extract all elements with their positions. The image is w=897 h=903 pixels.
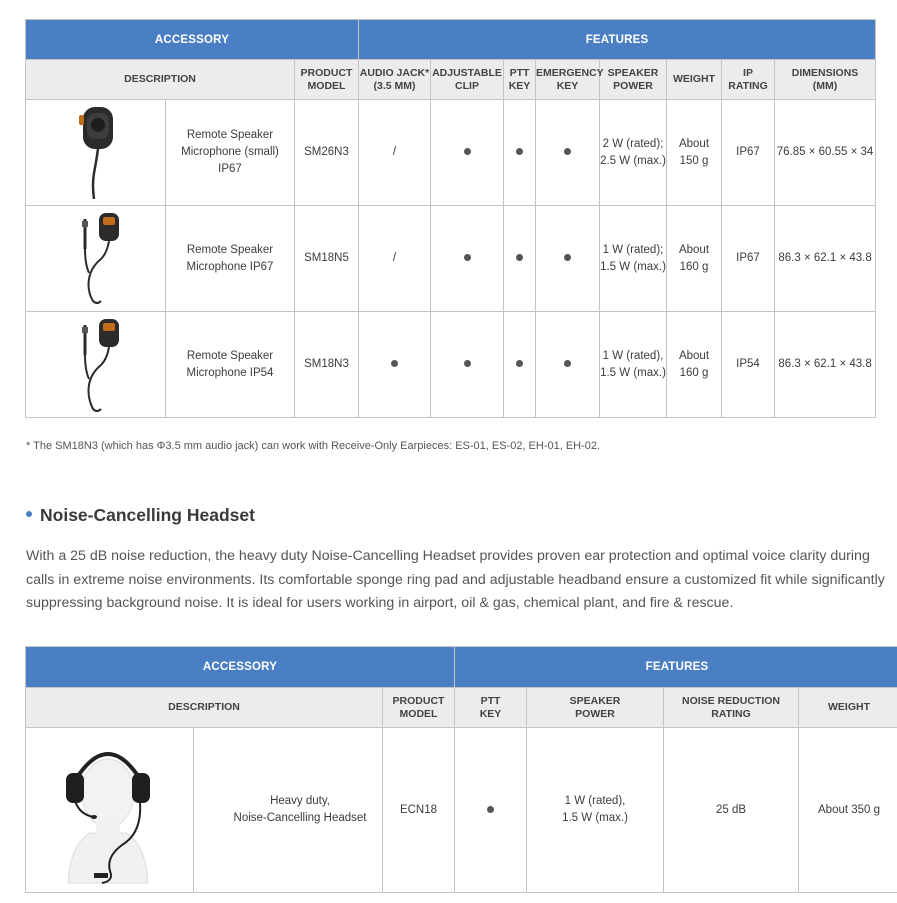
audio-jack-header: AUDIO JACK* (3.5 MM) (359, 60, 431, 100)
ptt-key-cell (504, 206, 536, 312)
description-header: DESCRIPTION (26, 60, 295, 100)
emergency-key-cell (536, 206, 600, 312)
feature-dot-icon (464, 254, 471, 261)
headset-image (50, 733, 170, 888)
model-cell: SM18N5 (295, 206, 359, 312)
ip-rating-header: IP RATING (722, 60, 775, 100)
emergency-key-header: EMERGENCY KEY (536, 60, 600, 100)
feature-dot-icon (516, 148, 523, 155)
description-cell: Heavy duty, Noise-Cancelling Headset (194, 728, 383, 893)
description-cell: Remote Speaker Microphone IP54 (166, 312, 295, 418)
speaker-power-cell: 1 W (rated); 1.5 W (max.) (600, 206, 667, 312)
table-row (26, 206, 876, 312)
speaker-microphone-image (61, 209, 131, 309)
section-title (26, 505, 255, 526)
speaker-microphone-image (61, 315, 131, 415)
speaker-power-cell: 1 W (rated), 1.5 W (max.) (600, 312, 667, 418)
feature-dot-icon (516, 254, 523, 261)
feature-dot-icon (464, 148, 471, 155)
speaker-power-cell: 2 W (rated); 2.5 W (max.) (600, 100, 667, 206)
accessory-group-header: ACCESSORY (26, 647, 455, 688)
model-cell: SM18N3 (295, 312, 359, 418)
noise-reduction-cell: 25 dB (664, 728, 799, 893)
section-paragraph: With a 25 dB noise reduction, the heavy duty Noise-Cancelling Headset provides proven ear protection and optimal voice clarity during calls in extreme noise environments. Its comfortable sponge ring pad and adjustable headband ensure a customized fit while significantly suppressing background noise. It is ideal for users working in airport, oil & gas, chemical plant, and fire & rescue. (26, 548, 885, 611)
footnote: * The SM18N3 (which has Φ3.5 mm audio jack) can work with Receive-Only Earpieces: ES-01, ES-02, EH-01, EH-02. (26, 440, 601, 452)
speaker-microphone-image (61, 103, 131, 203)
bullet-dot-icon (26, 511, 32, 517)
accessory-group-header: ACCESSORY (26, 20, 359, 60)
feature-dot-icon (391, 360, 398, 367)
feature-dot-icon (464, 360, 471, 367)
mic-spec-table (25, 19, 876, 418)
table-row (26, 312, 876, 418)
speaker-power-cell: 1 W (rated), 1.5 W (max.) (527, 728, 664, 893)
adjustable-clip-header: ADJUSTABLE CLIP (431, 60, 504, 100)
features-group-header: FEATURES (359, 20, 876, 60)
noise-reduction-header: NOISE REDUCTION RATING (664, 688, 799, 728)
audio-jack-cell: / (359, 206, 431, 312)
ip-rating-cell: IP67 (722, 206, 775, 312)
adjustable-clip-cell (431, 206, 504, 312)
dimensions-header: DIMENSIONS (MM) (775, 60, 876, 100)
description-cell: Remote Speaker Microphone IP67 (166, 206, 295, 312)
product-image-cell (26, 206, 166, 312)
feature-dot-icon (564, 360, 571, 367)
table-row (26, 728, 897, 893)
feature-dot-icon (564, 148, 571, 155)
ptt-key-header: PTT KEY (504, 60, 536, 100)
section-title-text: Noise-Cancelling Headset (40, 505, 255, 525)
weight-cell: About 160 g (667, 206, 722, 312)
feature-dot-icon (564, 254, 571, 261)
product-image-cell (26, 100, 166, 206)
model-cell: ECN18 (383, 728, 455, 893)
ptt-key-cell (504, 100, 536, 206)
weight-cell: About 350 g (799, 728, 897, 893)
ptt-key-cell (504, 312, 536, 418)
dimensions-cell: 86.3 × 62.1 × 43.8 (775, 312, 876, 418)
product-image-cell (26, 312, 166, 418)
weight-header: WEIGHT (667, 60, 722, 100)
emergency-key-cell (536, 100, 600, 206)
model-cell: SM26N3 (295, 100, 359, 206)
description-header: DESCRIPTION (26, 688, 383, 728)
ip-rating-cell: IP54 (722, 312, 775, 418)
speaker-power-header: SPEAKER POWER (527, 688, 664, 728)
weight-header: WEIGHT (799, 688, 897, 728)
ip-rating-cell: IP67 (722, 100, 775, 206)
ptt-key-header: PTT KEY (455, 688, 527, 728)
description-cell: Remote Speaker Microphone (small) IP67 (166, 100, 295, 206)
adjustable-clip-cell (431, 100, 504, 206)
dimensions-cell: 86.3 × 62.1 × 43.8 (775, 206, 876, 312)
emergency-key-cell (536, 312, 600, 418)
table-row (26, 100, 876, 206)
weight-cell: About 150 g (667, 100, 722, 206)
features-group-header: FEATURES (455, 647, 897, 688)
ptt-key-cell (455, 728, 527, 893)
audio-jack-cell (359, 312, 431, 418)
product-model-header: PRODUCT MODEL (295, 60, 359, 100)
headset-spec-table (25, 646, 897, 893)
weight-cell: About 160 g (667, 312, 722, 418)
dimensions-cell: 76.85 × 60.55 × 34 (775, 100, 876, 206)
feature-dot-icon (487, 806, 494, 813)
adjustable-clip-cell (431, 312, 504, 418)
feature-dot-icon (516, 360, 523, 367)
product-model-header: PRODUCT MODEL (383, 688, 455, 728)
product-image-cell (26, 728, 194, 893)
speaker-power-header: SPEAKER POWER (600, 60, 667, 100)
audio-jack-cell: / (359, 100, 431, 206)
